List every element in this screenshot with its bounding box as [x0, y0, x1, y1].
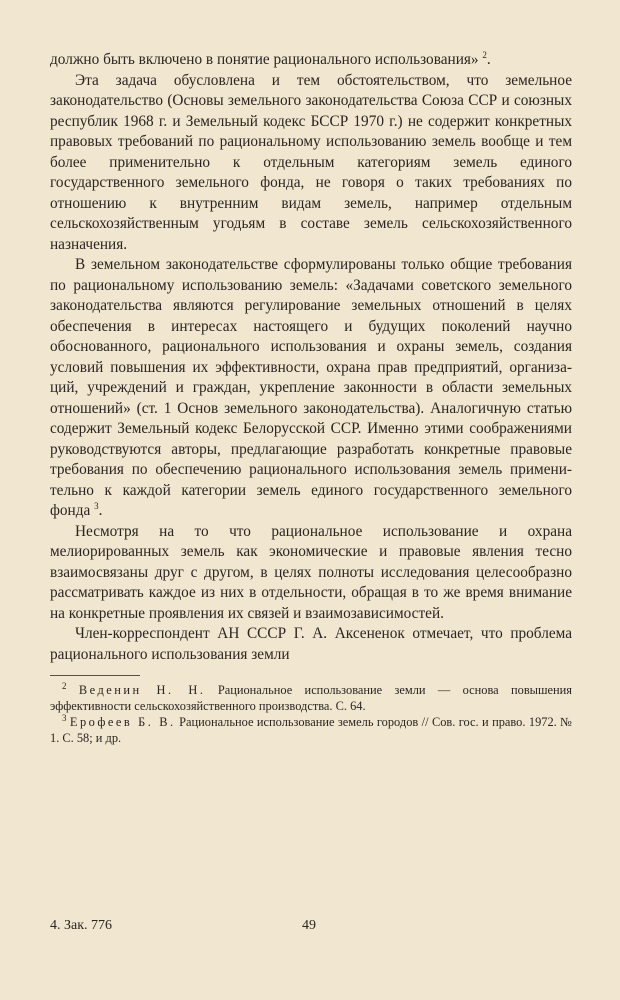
paragraph-4: Несмотря на то что рациональное использование и охрана мелиорированных земель как экономические и правовые явления тесно взаимосвязаны друг с другом, в целях полноты исследования целесообразно рассматривать каждое из них в отдельности, обращая в то же время внимание на конкретные проявления их связей и взаимозависимостей.: [50, 522, 572, 622]
page-footer: [50, 918, 572, 938]
paragraph-2: Эта задача обусловлена и тем обстоятельством, что земельное законодательство (Основы земельного законодательства Союза ССР и союзных республик 1968 г. и Земельный кодекс БССР 1970 г.) не содержит конкретных правовых требований по рациональному использованию земель вообще и тем более применительно к отдельным категориям земель единого государственного земельного фонда, не говоря о таких требованиях по отношению к внутренним видам земель, например отдельным сельскохозяйственным угодьям в составе земель сельскохозяйственного назначения.: [50, 71, 572, 253]
footnote-2: $^2$ Веденин Н. Н. Рациональное использование земли — основа повышения эффективности сельскохозяйственного производства. С. 64.: [50, 680, 572, 713]
footnote-3: $^3$ Ерофеев Б. В. Рациональное использование земель городов // Сов. гос. и право. 1972. № 1. С. 58; и др.: [50, 712, 573, 745]
footnote-ref-2: 2: [482, 49, 487, 60]
paragraph-5: Член-корреспондент АН СССР Г. А. Аксененок отмечает, что проблема рационального использования земли: [50, 625, 572, 663]
footnote-author: Ерофеев Б. В.: [69, 715, 176, 729]
paragraph-1: должно быть включено в понятие рационального использования» $^2$.: [50, 49, 491, 68]
footnote-divider: [50, 675, 140, 676]
footnote-ref-3: 3: [94, 500, 99, 511]
footnote-author: Веденин Н. Н.: [78, 683, 206, 697]
footnotes: [50, 682, 572, 746]
paragraph-3: В земельном законодательстве сформулированы только общие требования по рациональному использованию земель: «Задачами советского земельного законодательства являются регулирование земельных отношений в целях обеспечения в интересах настоящего и будущих поколений научно обоснованного, рационального использования и охраны земель, создания условий повышения их эффективности, охрана прав предприятий, организаций, учреждений и граждан, укрепление законности в области земельных отношений» (ст. 1 Основ земельного законодательства). Аналогичную статью содержит Земельный кодекс Белорусской ССР. Именно этими соображениями руководствуются авторы, предлагающие разработать конкретные правовые требования по обеспечению рационального использования земель применительно к каждой категории земель единого государственного земельного фонда $^3$.: [50, 256, 572, 519]
main-text: [50, 50, 572, 665]
printer-signature: 4. Зак. 776: [50, 918, 113, 933]
page-number: 49: [302, 918, 316, 933]
